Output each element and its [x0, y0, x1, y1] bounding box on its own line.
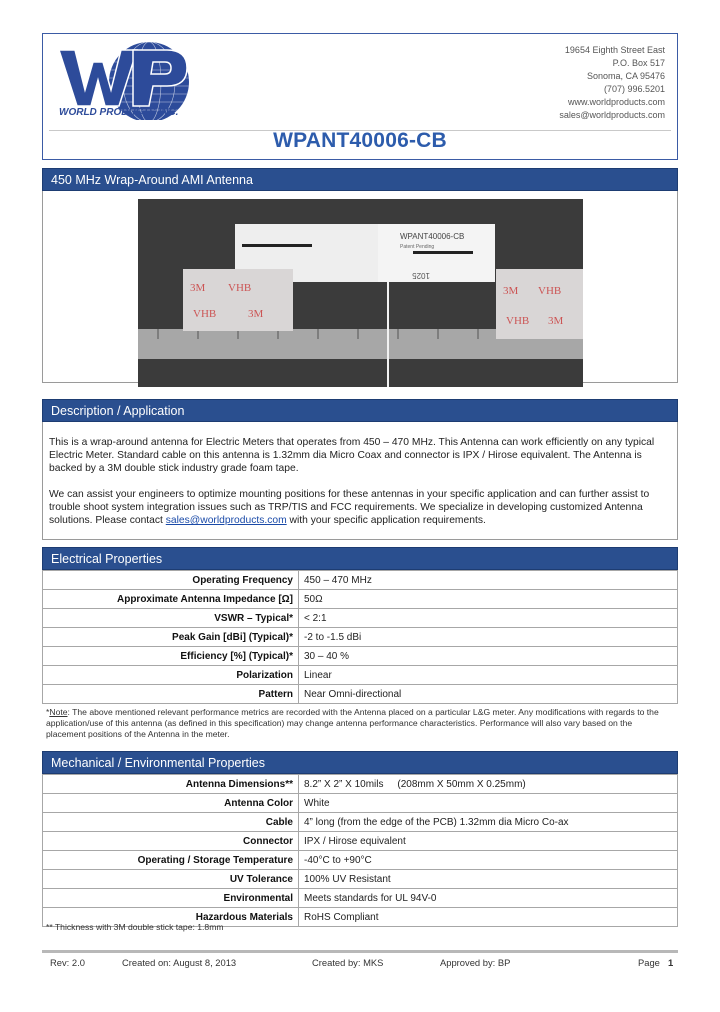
footer-divider [42, 950, 678, 953]
note-text: : The above mentioned relevant performance metrics are recorded with the Antenna placed on a particular L&G meter. Any modifications with regards to the application/use of this antenna (as defined in this specification) may change antenna performance characteristics. Performance will also vary based on the placement positions of the Antenna in the meter. [46, 707, 659, 739]
footer-page-label: Page [638, 957, 660, 968]
electrical-section-header: Electrical Properties [42, 547, 678, 570]
property-label: Approximate Antenna Impedance [Ω] [43, 590, 299, 609]
product-section-header: 450 MHz Wrap-Around AMI Antenna [42, 168, 678, 191]
mechanical-properties-table [42, 774, 678, 927]
mechanical-section-header: Mechanical / Environmental Properties [42, 751, 678, 774]
table-row [43, 609, 678, 628]
footer-created-by: Created by: MKS [312, 957, 384, 968]
address-phone: (707) 996.5201 [603, 84, 665, 94]
property-value: RoHS Compliant [299, 908, 678, 927]
property-label: Peak Gain [dBi] (Typical)* [43, 628, 299, 647]
description-paragraph-2-end: with your specific application requirements. [286, 515, 486, 526]
note-prefix: * [46, 707, 50, 717]
address-email-link[interactable]: sales@worldproducts.com [559, 110, 665, 120]
antenna-print-id: 1025 [412, 271, 430, 280]
footer-revision: Rev: 2.0 [50, 957, 85, 968]
svg-text:VHB: VHB [193, 308, 217, 320]
company-name: WORLD PRODUCTS INC. [59, 107, 179, 118]
description-box [42, 422, 678, 540]
property-label: Pattern [43, 685, 299, 704]
property-label: VSWR – Typical* [43, 609, 299, 628]
table-row [43, 813, 678, 832]
table-row [43, 666, 678, 685]
property-label: Antenna Dimensions** [43, 775, 299, 794]
mechanical-footnote: ** Thickness with 3M double stick tape: 1.8mm [46, 922, 224, 932]
page-title: WPANT40006-CB [273, 129, 447, 152]
property-label: Operating Frequency [43, 571, 299, 590]
product-photo [138, 199, 583, 387]
address-line-2: P.O. Box 517 [612, 58, 665, 68]
footer-page-number: 1 [668, 957, 674, 968]
table-row [43, 685, 678, 704]
svg-text:3M: 3M [248, 308, 264, 320]
sales-email-link[interactable]: sales@worldproducts.com [165, 515, 287, 526]
table-row [43, 628, 678, 647]
description-paragraph-1: This is a wrap-around antenna for Electric Meters that operates from 450 – 470 MHz. This Antenna can work efficiently on any typical Electric Meter. Standard cable on this antenna is 1.32mm dia Micro Coax and connector is IPX / Hirose equivalent. The Antenna is backed by a 3M double stick industry grade foam tape. [49, 437, 655, 474]
product-image-box [42, 191, 678, 383]
antenna-print-label: WPANT40006-CB [400, 232, 465, 241]
address-line-3: Sonoma, CA 95476 [586, 71, 665, 81]
description-paragraph-2 [49, 488, 671, 527]
property-value: 450 – 470 MHz [299, 571, 678, 590]
table-row [43, 832, 678, 851]
document-header [42, 33, 678, 160]
footer-created-on: Created on: August 8, 2013 [122, 957, 237, 968]
table-row [43, 590, 678, 609]
footer-approved-by: Approved by: BP [440, 957, 511, 968]
property-value: 4” long (from the edge of the PCB) 1.32mm dia Micro Co-ax [299, 813, 678, 832]
table-row [43, 571, 678, 590]
property-label: UV Tolerance [43, 870, 299, 889]
property-value: 100% UV Resistant [299, 870, 678, 889]
table-row [43, 647, 678, 666]
property-label: Connector [43, 832, 299, 851]
property-value: Near Omni-directional [299, 685, 678, 704]
property-value: 50Ω [299, 590, 678, 609]
property-value: IPX / Hirose equivalent [299, 832, 678, 851]
address-web-link[interactable]: www.worldproducts.com [567, 97, 665, 107]
svg-text:VHB: VHB [506, 315, 530, 327]
table-row [43, 775, 678, 794]
property-value: Meets standards for UL 94V-0 [299, 889, 678, 908]
property-label: Hazardous Materials [43, 908, 299, 927]
property-label: Cable [43, 813, 299, 832]
table-row [43, 889, 678, 908]
property-label: Efficiency [%] (Typical)* [43, 647, 299, 666]
table-row [43, 851, 678, 870]
antenna-illustration [138, 199, 583, 387]
property-label: Environmental [43, 889, 299, 908]
svg-text:VHB: VHB [538, 285, 562, 297]
electrical-properties-table [42, 570, 678, 704]
property-label: Antenna Color [43, 794, 299, 813]
antenna-print-sublabel: Patent Pending [400, 244, 435, 250]
company-address [559, 44, 665, 122]
property-value: -40°C to +90°C [299, 851, 678, 870]
svg-text:3M: 3M [503, 285, 519, 297]
table-row [43, 870, 678, 889]
electrical-note [46, 707, 666, 740]
svg-text:3M: 3M [548, 315, 564, 327]
property-value: < 2:1 [299, 609, 678, 628]
svg-text:3M: 3M [190, 282, 206, 294]
property-value: 30 – 40 % [299, 647, 678, 666]
description-paragraph-2-text: We can assist your engineers to optimize mounting positions for these antennas in your specific application and can further assist to trouble shoot system integration issues such as TRP/TIS and FCC requirements. We specialize in developing customized Antenna solutions. Please contact [49, 489, 650, 526]
table-row [43, 794, 678, 813]
svg-text:VHB: VHB [228, 282, 252, 294]
property-label: Polarization [43, 666, 299, 685]
property-value: 8.2” X 2” X 10mils (208mm X 50mm X 0.25mm) [299, 775, 678, 794]
note-label: Note [49, 707, 68, 717]
property-label: Operating / Storage Temperature [43, 851, 299, 870]
address-line-1: 19654 Eighth Street East [564, 45, 665, 55]
property-value: Linear [299, 666, 678, 685]
property-value: White [299, 794, 678, 813]
property-value: -2 to -1.5 dBi [299, 628, 678, 647]
description-section-header: Description / Application [42, 399, 678, 422]
